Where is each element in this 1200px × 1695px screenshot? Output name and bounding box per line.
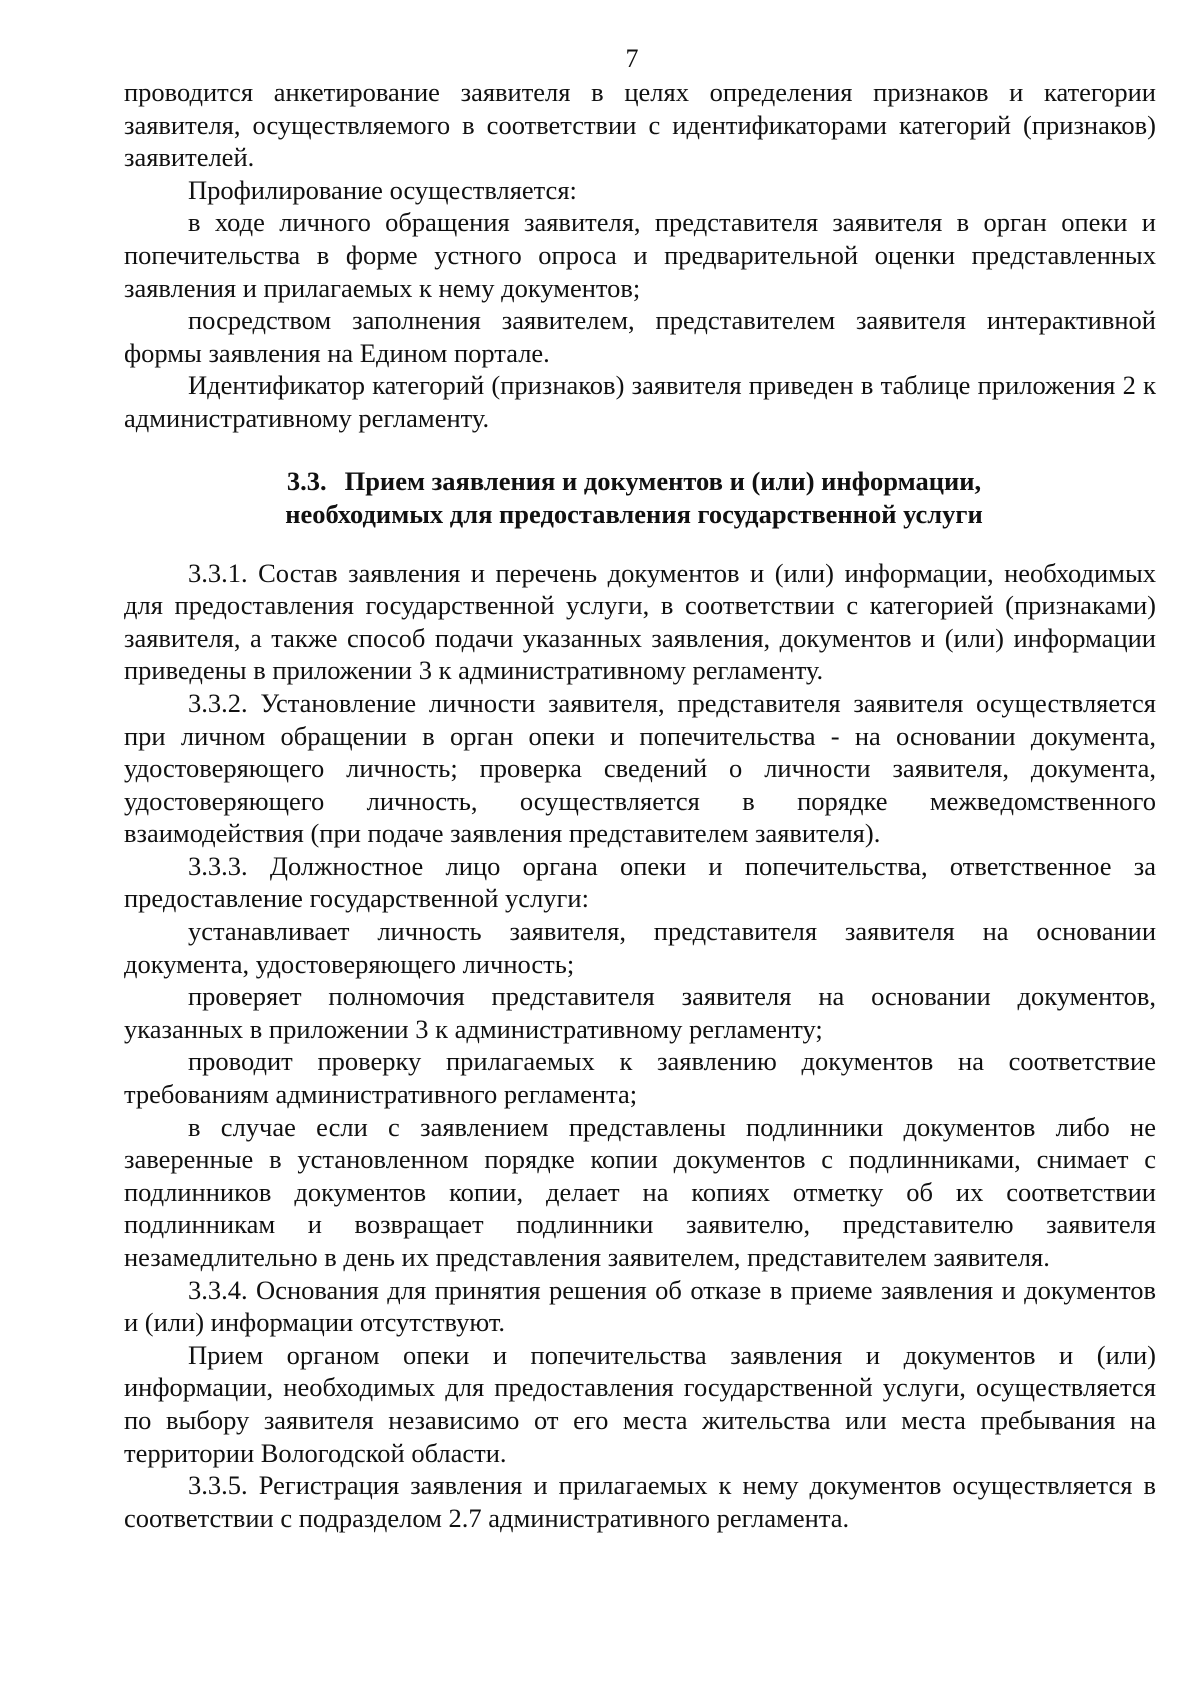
paragraph: Профилирование осуществляется: xyxy=(188,174,577,205)
paragraphs-after-section xyxy=(124,557,1156,1535)
page-number: 7 xyxy=(625,44,639,73)
paragraph: проводит проверку прилагаемых к заявлению документов на соответствие требованиям административного регламента; xyxy=(124,1046,1156,1110)
paragraph: устанавливает личность заявителя, представителя заявителя на основании документа, удостоверяющего личность; xyxy=(124,916,1156,979)
paragraph: 3.3.5. Регистрация заявления и прилагаемых к нему документов осуществляется в соответствии с подразделом 2.7 административного регламента. xyxy=(124,1470,1156,1533)
paragraph: проводится анкетирование заявителя в целях определения признаков и категории заявителя, осуществляемого в соответствии с идентификаторами категорий (признаков) заявителей. xyxy=(124,77,1156,173)
section-number: 3.3. xyxy=(286,465,327,496)
paragraph: в ходе личного обращения заявителя, представителя заявителя в орган опеки и попечительства в форме устного опроса и предварительной оценки представленных заявления и прилагаемых к нему документов; xyxy=(124,207,1156,303)
section-title-line-2: необходимых для предоставления государственной услуги xyxy=(285,498,983,529)
paragraphs-before-section xyxy=(124,76,1156,435)
section-heading-line-1 xyxy=(172,465,1096,498)
paragraph: 3.3.4. Основания для принятия решения об отказе в приеме заявления и документов и (или) информации отсутствуют. xyxy=(124,1274,1156,1338)
section-heading xyxy=(124,465,1156,531)
paragraph: Идентификатор категорий (признаков) заявителя приведен в таблице приложения 2 к административному регламенту. xyxy=(124,370,1156,433)
paragraph: 3.3.1. Состав заявления и перечень документов и (или) информации, необходимых для предоставления государственной услуги, в соответствии с категорией (признаками) заявителя, а также способ подачи указанных заявления, документов и (или) информации приведены в приложении 3 к административному регламенту. xyxy=(124,557,1156,686)
document-body xyxy=(124,76,1156,1534)
paragraph: посредством заполнения заявителем, представителем заявителя интерактивной формы заявления на Едином портале. xyxy=(124,305,1156,368)
paragraph: в случае если с заявлением представлены подлинники документов либо не заверенные в установленном порядке копии документов с подлинниками, снимает с подлинников документов копии, делает на копиях отметку об их соответствии подлинникам и возвращает подлинники заявителю, представителю заявителя незамедлительно в день их представления заявителем, представителем заявителя. xyxy=(124,1111,1156,1272)
paragraph: проверяет полномочия представителя заявителя на основании документов, указанных в приложении 3 к административному регламенту; xyxy=(124,981,1156,1044)
paragraph: 3.3.2. Установление личности заявителя, представителя заявителя осуществляется при личном обращении в орган опеки и попечительства - на основании документа, удостоверяющего личность; проверка сведений о личности заявителя, документа, удостоверяющего личность, осуществляется в порядке межведомственного взаимодействия (при подаче заявления представителем заявителя). xyxy=(124,687,1156,849)
paragraph: 3.3.3. Должностное лицо органа опеки и попечительства, ответственное за предоставление государственной услуги: xyxy=(124,850,1156,914)
section-title-line-1: Прием заявления и документов и (или) информации, xyxy=(344,465,982,496)
paragraph: Прием органом опеки и попечительства заявления и документов и (или) информации, необходимых для предоставления государственной услуги, осуществляется по выбору заявителя независимо от его места жительства или места пребывания на территории Вологодской области. xyxy=(124,1339,1156,1468)
